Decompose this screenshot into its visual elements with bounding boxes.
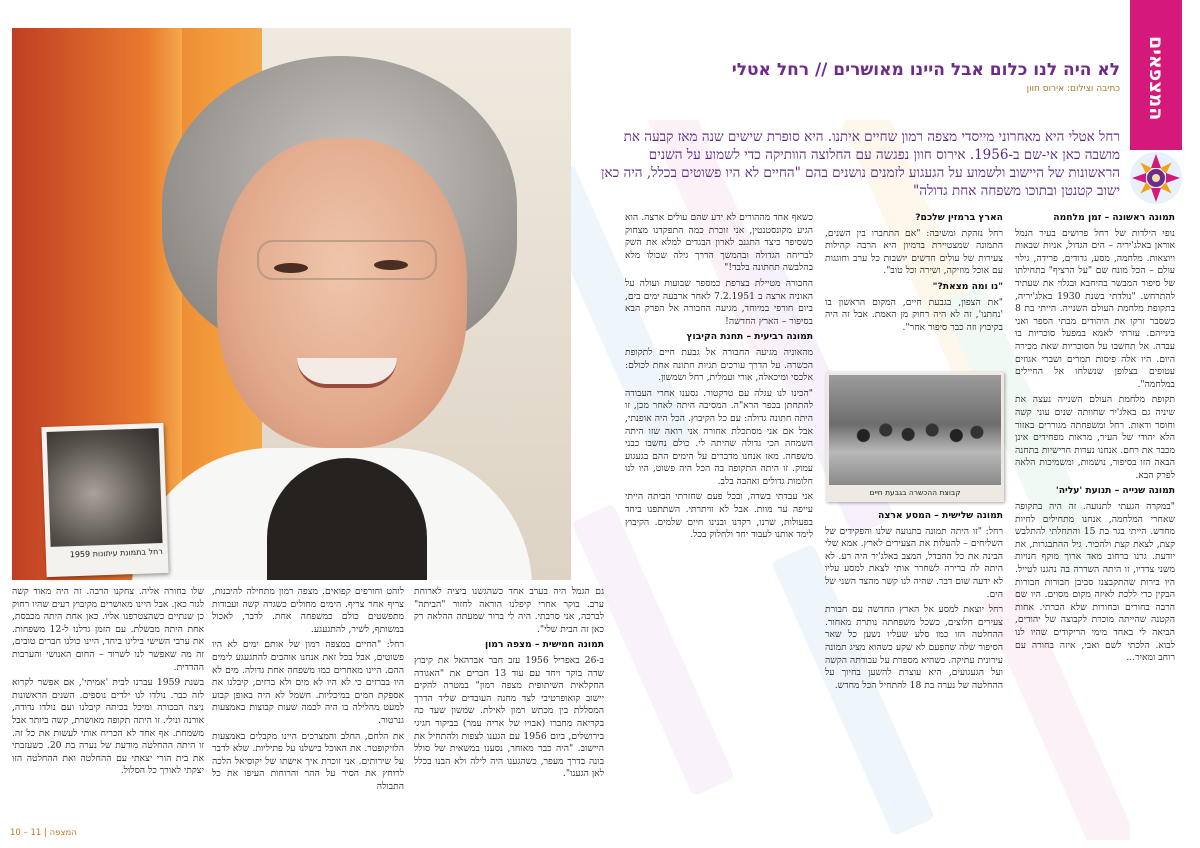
mandala-logo-icon [1128,150,1184,206]
text-column-3 [625,212,813,824]
text-column-2-top [825,212,1003,372]
column-paragraph: רחל: "החיים במצפה רמון של אותם ימים לא היו פשוטים, אבל בכל זאת אנחנו אוהבים להתגעגע לימים ההם. היינו מאחרים כמו משפחה אחת גדולה. מים לא היו בברזים כי לא היו לא מים ולא ברזים, קיבלנו את אספקת המים במיכליות. חשמל לא היה באופן קבוע למעט מהלילה בו היה לכמה שעות קבוצות באמצעות גנרטור. [212,639,404,726]
column-paragraph: רחל יוצאת למסע אל הארץ החדשה עם חבורת צעירים חלוצים, כשכל משפחתה נותרת מאחור. ההחלטה הזו כמו סלע שעליו נשען כל שאר הסיפור שלה שהפעם לא שקע כשהוא מציג תמונה עירונית עתיקה. כשהיא מספרת על עבודתה הקשה ועל הגעגועים, היא עוצרת להשען בחיוך על ההחלטה של נערה בת 18 להתחיל הכל מחדש. [825,604,1003,691]
column-paragraph: לוהט וחורפים קפואים. מצפה רמון מתחילה להיבנות, צריף אחר צריף. הימים מחולים כשגרה קשה ועבודות מתפשטים כולם כמשפחה אחת. לדבר, לאכול במשותף, לשיר, להתגעגע. [212,586,404,635]
text-column-5 [212,586,404,824]
column-heading: תמונה שנייה – תנועת 'עליה' [1055,485,1175,497]
column-heading: תמונה חמישית – מצפה רמון [484,639,604,651]
column-paragraph: כשאף אחד מההורים לא ידע שהם עולים ארצה. הוא הגיע מקונסטנטין, אני זוכרת כמה התפקדנו מצחוק כשסיפר כיצד התגנב לארון הבגדים למלא את השק לבריחה הגדולה ובהמשך הדרך גילה שכולו מלא בהלבשה תחתונה בלבד!" [625,212,813,274]
article-byline: כתיבה וצילום: אירוס חוון [1026,84,1120,94]
column-heading: תמונה שלישית – המסע ארצה [878,510,1003,521]
column-paragraph: "את הצפון, בגבעת חיים, המקום הראשון בו 'נחתנו', זה לא היה רחוק מן האמת. אבל זה היה בקיבוץ וזה כבר סיפור אחר". [825,296,1003,333]
column-paragraph: תקופת מלחמת העולם השנייה נעצה את שיניה גם באלג'יר שחוותה שנים עוני קשה וחוסר ודאות. רחל ומשפחתה מגוררים באזור הלא יהודי של העיר, מראות מפחידים אינן מכבר את רחם. אנחנו נערות חרישיות בתחנה הבאה הזו בסיפור, נושמות, ומשמיכות הלאה לפרק הבא. [1015,394,1175,481]
column-paragraph: נופי הילדות של רחל פרושים בעיר הנמל אוראן באלג'יריה – הים הגדול, אניות שבאות ויוצאות. מלחמה, מסע, גדודים, פרידה, גילוי עולם – הכל מונח שם "על הרציף" בתחילתו של סיפור המבשר בהיחבא ובגלוי את שעתיד להתרחש. "נולדתי בשנת 1930 באלג'יריה, בתקופת מלחמת העולם השנייה. הייתי בת 8 כשסבר זרקו את היהודים מבתי הספר ואני בינייהם. עזרתי לאמא במפעל סוכריות בו עבדה. אל תחשבו על הסוכריות שאת מכירה היום. היו אלה פיסות תמרים ושברי אגוזים עטופים בצלופן שנשלחו אל החיילים במלחמה". [1015,227,1175,390]
text-column-1 [1015,212,1175,824]
column-paragraph: את הלחם, החלב והמצרכים היינו מקבלים באמצעות הלזיקופטר. את האוכל בישלנו על פתיליות. שלא לדבר על שירותים. אני זוכרת איך אישתו של יקוסיאל הלכה לרוחץ את הסיר על ההר והרוחות העיפו את כל התבולה [212,730,404,792]
column-heading: "נו ומה מצאת?" [932,280,1003,292]
article-title: לא היה לנו כלום אבל היינו מאושרים // רחל אטלי [731,60,1120,80]
column-paragraph: רחל נזהקת ומשיבה: "אם התחברו בין השנים, התמונה שמצטיירת בדמיון היא הרבה קהילות צעירות של עולים חדשים יושבות כל ערב וחוגגות עם אוכל מוזיקה, ושירה וכל טוב". [825,227,1003,277]
column-paragraph: שלו בחורה אליה. צחקנו הרבה. זה היה מאוד קשה לגור כאן. אבל היינו מאושרים מקיבוץ רעים שהיו רחוק כן שנתיים כשהצטרפנו אליו. כאן אחת היתה מכבסת, אחת היתה מבשלת. עם הזמן גדלנו ל-12 משפחות. את ערבי השישי בילינו ביחד, היינו כולנו חברים טובים, זה מה שאפשר לנו לשרוד – החום האנושי והערבות ההדדית. [12,586,204,673]
text-column-2-bottom [825,510,1003,824]
section-label: המצפאים [1145,35,1167,121]
column-paragraph: "הכינו לנו עגלה עם טרקטור. נסענו אחרי העבודה להתחתן בכפר הרא"ה. המסיבה היתה לאחר מכן, זו היתה חתונה גדולה: עם כל הקיבוץ. הכל היה אופנתי, אבל אם אני מסתכלת אחורה אני רואה שזו היתה השמחה הכי גדולה שהיתה לי. כולם נחשבו כבני משפחה. מאז אנחנו מדברים על הימים ההם בגעגוע עמוק. זו היתה התקופה בה הכל היה פשוט, היו לנו חלומות גדולים ואהבה בלב. [625,387,813,487]
text-column-6 [12,586,204,824]
group-photo-caption: קבוצת ההכשרה בגבעת חיים [869,488,961,497]
column-paragraph: ב-26 באפריל 1956 עזב חבר אברהאל את קיבוץ שדה בוקר ויחד עם עוד 13 חברים את "האגודה החקלאית השיתופית מצפה רמון" במטרה להקים יישוב קואופרטיבי לצד מחנה העובדים שליד הדרך המסללת בין מכתש רמון לאילת. שמשון שעד כה בקריאה מחברו (אבויו של אריה עמר) בביקור חגיגי בירושלים, ביום 1956 עם הגענו לצפות ולהתחיל את היישוב. "היה כבר מאוחר, נסענו במשאית של סולל בונה בדרך מעפר, כשהגענו היה לילה ולא הבנו בכלל לאן הגענו". [414,654,604,780]
page-footer: 10 – 11 | המצפה [10,828,77,838]
column-paragraph: גם הגמל היה בערב אחד כשהגשנו ביציה לארוחת ערב. בוקר אחרי קיפלנו הוראה לחזור "הביתה" לברכה, אני סרבתי. היה לי ברור שמעתה ההלאה רק כאן זה הבית שלי". [414,586,604,635]
group-photo [826,372,1004,502]
column-paragraph: מהאוניה מגיעה החבורה אל גבעת חיים לתקופת הכשרה. על הדרך עורכים תגיות חתונה אחת לכולם: אלכסי ומיכאלה, אורי ועמלית, רחל ושמשון. [625,346,813,384]
column-paragraph: "במקרה הגעתי לתנועה. זה היה בתקופה שאחרי המלחמה, אנחנו מתחילים לחיות מחדש. הייתי בגר בת 15 והתחלתי להתלבש קצת, לצאת קצת ולהכיר. גיל ההתבגרות, את יודעת. גרנו ברחוב מאד ארוך מוקף חנויות משני צדדיו, זו היתה השדרה בה נהגנו לטייל. היו בירות שהתקבצנו סביבן חבורות חבורות הבקין כדי ללכת לאיזה מקום מסוים. היו שם הרבה בחורים ובחורות שלא הכרתי. אחות הקטנה שהייתה מוכרת לקבוצה של יהודים, הביאה לי באחד מימי הריקודים שהיו לנו לבוא. הלכתי לשם ואבי, איזה בחורה עם רוחב ומאיר... [1015,501,1175,664]
column-heading: תמונה ראשונה – זמן מלחמה [1053,212,1175,223]
column-heading: הארץ ברמזין שלכם? [915,212,1003,223]
column-paragraph: אני עבדתי בשדה, ובכל פעם שחזרתי הביתה הייתי עייפה עד מוות. אבל לא וויתרתי. השתתפנו ביחד בפעולות, שרנו, רקדנו ובנינו חיים שלמים. הקיבוץ לימד אותנו לעבוד יחד ולחלוק בכל. [625,491,813,541]
inset-caption: רחל בתמונת עיתונות 1959 [69,547,163,560]
article-intro: רחל אטלי היא מאחרוני מייסדי מצפה רמון שחיים איתנו. היא סופרת שישים שנה מאז קבעה את מושבה כאן אי-שם ב-1956. אירוס חוון נפגשה עם החלוצה הוותיקה כדי לשמוע על השנים הראשונות של היישוב ולשמוע על הגעגוע לזמנים נושנים בהם "החיים לא היו פשוטים בכלל, היה כאן ישוב קטנטן ובתוכו משפחה אחת גדולה" [601,129,1120,199]
column-paragraph: רחל: "זו היתה תמונה בתנועה שלנו והפקידים של השליחים – להעלות את הצעירים לארץ. אמא שלי הבינה את כל ההבדל, המצב באלג'יר היה רע. לא היתה לה ברירה לשחרר אותי לצאת למסע עליו לא ידעה שום דבר. שהיה לנו קשר מהצד השני של הים. [825,525,1003,600]
column-paragraph: החבורה מטיילת בצרפת כמספר שבועות ועולה על האוניה ארצה ב 7.2.1951 לאחר ארבעה ימים בים, ביום חורפי במיוחד, מגיעה החבורה אל הפרק הבא בסיפור – הארץ החדשה! [625,277,813,327]
column-heading: תמונה רביעית – תחנת הקיבוץ [686,331,813,343]
column-paragraph: בשנת 1959 עברנו לבית 'אמיתי', אם אפשר לקרוא לזה כבר. נולדו לנו ילדים נוספים. השנים הראשונות ניצה הבכורה ומיכל בכיתה קיבלנו ועם נולדו נדודה, אורנה ונילי. זו היתה תקופה מאושרת, קשה ביותר אבל משמחת. אף אחד לא הכריח אותי לעשות את כל זה. זו היתה ההחלטה מודעת של נערה בת 20. כשעזבתי את בית הורי יצאתי עם ההחלטה ואת ההחלטה הזו יצקתי לאורך כל הסלול. [12,677,204,777]
text-column-4 [414,586,604,824]
inset-newspaper-photo [41,423,168,577]
